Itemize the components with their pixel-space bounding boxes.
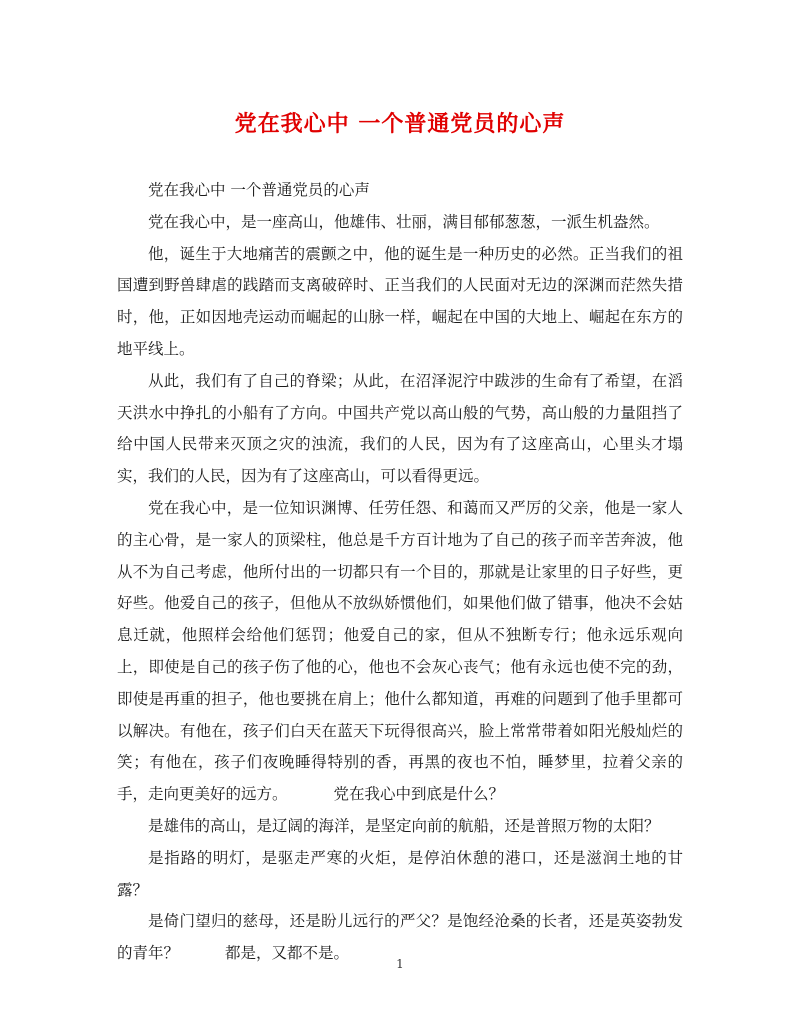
page-number: 1: [396, 957, 404, 971]
document-body: [117, 175, 683, 970]
document-title: 党在我心中 一个普通党员的心声: [234, 111, 566, 137]
question-text: 党在我心中到底是什么？: [333, 785, 505, 804]
paragraph-father: [117, 493, 683, 811]
father-text: 党在我心中，是一位知识渊博、任劳任怨、和蔼而又严厉的父亲，他是一家人的主心骨，是一家人的顶梁柱，他总是千方百计地为了自己的孩子而辛苦奔波，他从不为自己考虑，他所付出的一切都只有一个目的，那就是让家里的日子好些，更好些。他爱自己的孩子，但他从不放纵娇惯他们，如果他们做了错事，他决不会姑息迁就，他照样会给他们惩罚；他爱自己的家，但从不独断专行；他永远乐观向上，即使是自己的孩子伤了他的心，他也不会灰心丧气；他有永远也使不完的劲，即使是再重的担子，他也要挑在肩上；他什么都知道，再难的问题到了他手里都可以解决。有他在，孩子们白天在蓝天下玩得很高兴，脸上常常带着如阳光般灿烂的笑；有他在，孩子们夜晚睡得特别的香，再黑的夜也不怕，睡梦里，拉着父亲的手，走向更美好的远方。: [117, 498, 683, 804]
paragraph-subtitle: 党在我心中 一个普通党员的心声: [148, 181, 370, 199]
paragraph-birth: 他，诞生于大地痛苦的震颤之中，他的诞生是一种历史的必然。正当我们的祖国遭到野兽肆虐的践踏而支离破碎时、正当我们的人民面对无边的深渊而茫然失措时，他，正如因地壳运动而崛起的山脉一样，崛起在中国的大地上、崛起在东方的地平线上。: [117, 244, 683, 358]
paragraph-mountain-ocean: 是雄伟的高山，是辽阔的海洋，是坚定向前的航船，还是普照万物的太阳？: [148, 816, 660, 835]
answer-text: 都是，又都不是。: [225, 944, 350, 963]
paragraph-lamp-torch: 是指路的明灯，是驱走严寒的火炬，是停泊休憩的港口，还是滋润土地的甘露？: [117, 848, 683, 899]
paragraph-mountain: 党在我心中，是一座高山，他雄伟、壮丽，满目郁郁葱葱，一派生机盎然。: [148, 212, 660, 231]
paragraph-backbone: 从此，我们有了自己的脊梁；从此，在沼泽泥泞中跋涉的生命有了希望，在滔天洪水中挣扎的小船有了方向。中国共产党以高山般的气势，高山般的力量阻挡了给中国人民带来灭顶之灾的浊流，我们的人民，因为有了这座高山，心里头才塌实，我们的人民，因为有了这座高山，可以看得更远。: [117, 371, 683, 486]
mother-father-text: 是倚门望归的慈母，还是盼儿远行的严父？是饱经沧桑的长者，还是英姿勃发的青年？: [117, 912, 683, 963]
